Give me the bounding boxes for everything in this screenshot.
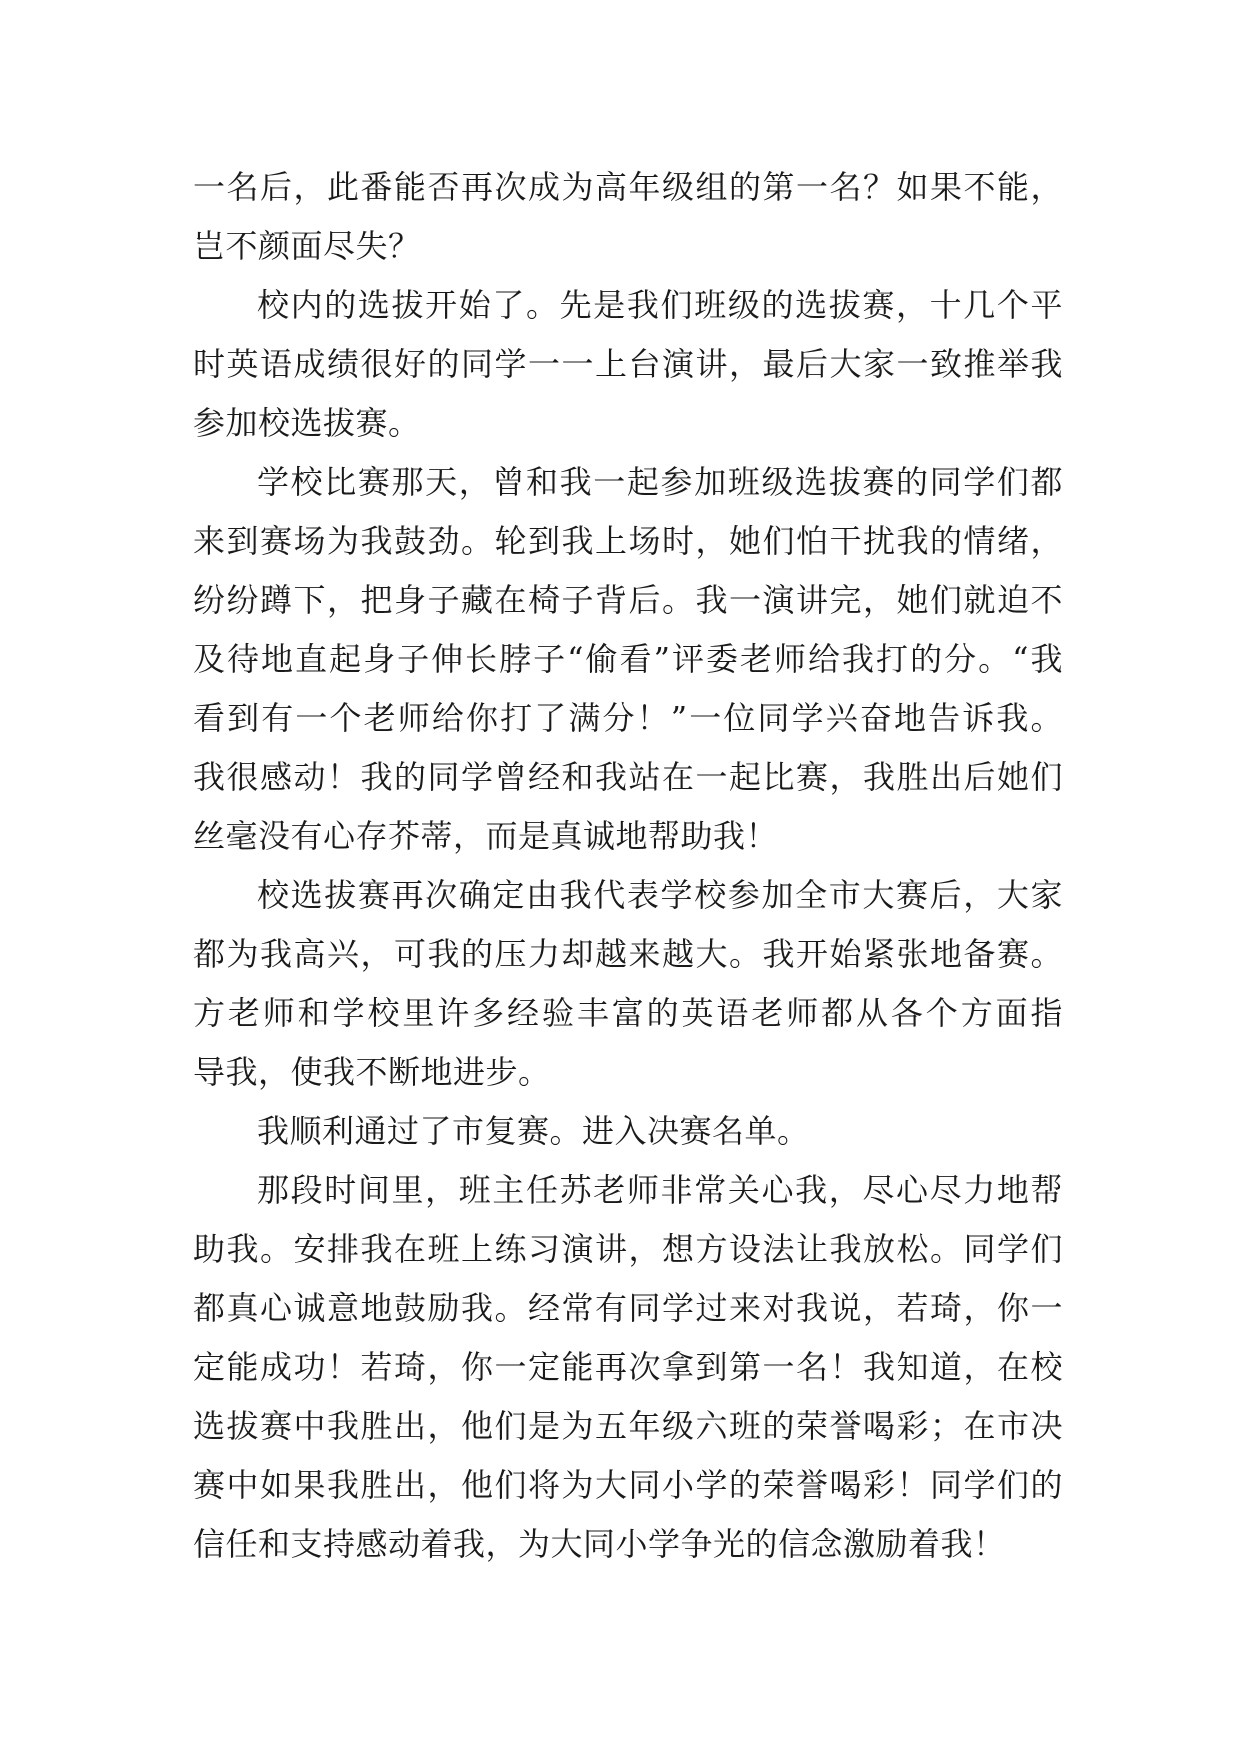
text-line: 都为我高兴，可我的压力却越来越大。我开始紧张地备赛。 xyxy=(193,935,1063,973)
text-line: 时英语成绩很好的同学一一上台演讲，最后大家一致推举我 xyxy=(193,345,1063,383)
text-line: 来到赛场为我鼓劲。轮到我上场时，她们怕干扰我的情绪， xyxy=(193,522,1063,560)
text-line: 及待地直起身子伸长脖子“偷看”评委老师给我打的分。“我 xyxy=(193,640,1063,678)
text-line: 赛中如果我胜出，他们将为大同小学的荣誉喝彩！同学们的 xyxy=(193,1466,1063,1504)
text-line: 纷纷蹲下，把身子藏在椅子背后。我一演讲完，她们就迫不 xyxy=(193,581,1063,619)
text-line: 参加校选拔赛。 xyxy=(193,404,421,442)
text-line: 我很感动！我的同学曾经和我站在一起比赛，我胜出后她们 xyxy=(193,758,1063,796)
text-line: 选拔赛中我胜出，他们是为五年级六班的荣誉喝彩；在市决 xyxy=(193,1407,1063,1445)
text-line: 看到有一个老师给你打了满分！”一位同学兴奋地告诉我。 xyxy=(193,699,1063,737)
text-line: 丝毫没有心存芥蒂，而是真诚地帮助我！ xyxy=(193,817,779,855)
text-line: 定能成功！若琦，你一定能再次拿到第一名！我知道，在校 xyxy=(193,1348,1063,1386)
text-line: 校内的选拔开始了。先是我们班级的选拔赛，十几个平 xyxy=(257,286,1063,324)
text-line: 那段时间里，班主任苏老师非常关心我，尽心尽力地帮 xyxy=(257,1171,1063,1209)
text-line: 导我，使我不断地进步。 xyxy=(193,1053,551,1091)
text-line: 学校比赛那天，曾和我一起参加班级选拔赛的同学们都 xyxy=(257,463,1063,501)
text-line: 信任和支持感动着我，为大同小学争光的信念激励着我！ xyxy=(193,1525,1006,1563)
text-line: 岂不颜面尽失？ xyxy=(193,227,421,265)
text-line: 方老师和学校里许多经验丰富的英语老师都从各个方面指 xyxy=(193,994,1063,1032)
text-line: 都真心诚意地鼓励我。经常有同学过来对我说，若琦，你一 xyxy=(193,1289,1063,1327)
text-line: 助我。安排我在班上练习演讲，想方设法让我放松。同学们 xyxy=(193,1230,1063,1268)
text-line: 校选拔赛再次确定由我代表学校参加全市大赛后，大家 xyxy=(257,876,1063,914)
text-line: 我顺利通过了市复赛。进入决赛名单。 xyxy=(257,1112,810,1150)
body-text xyxy=(193,158,1063,1574)
text-line: 一名后，此番能否再次成为高年级组的第一名？如果不能， xyxy=(193,168,1063,206)
